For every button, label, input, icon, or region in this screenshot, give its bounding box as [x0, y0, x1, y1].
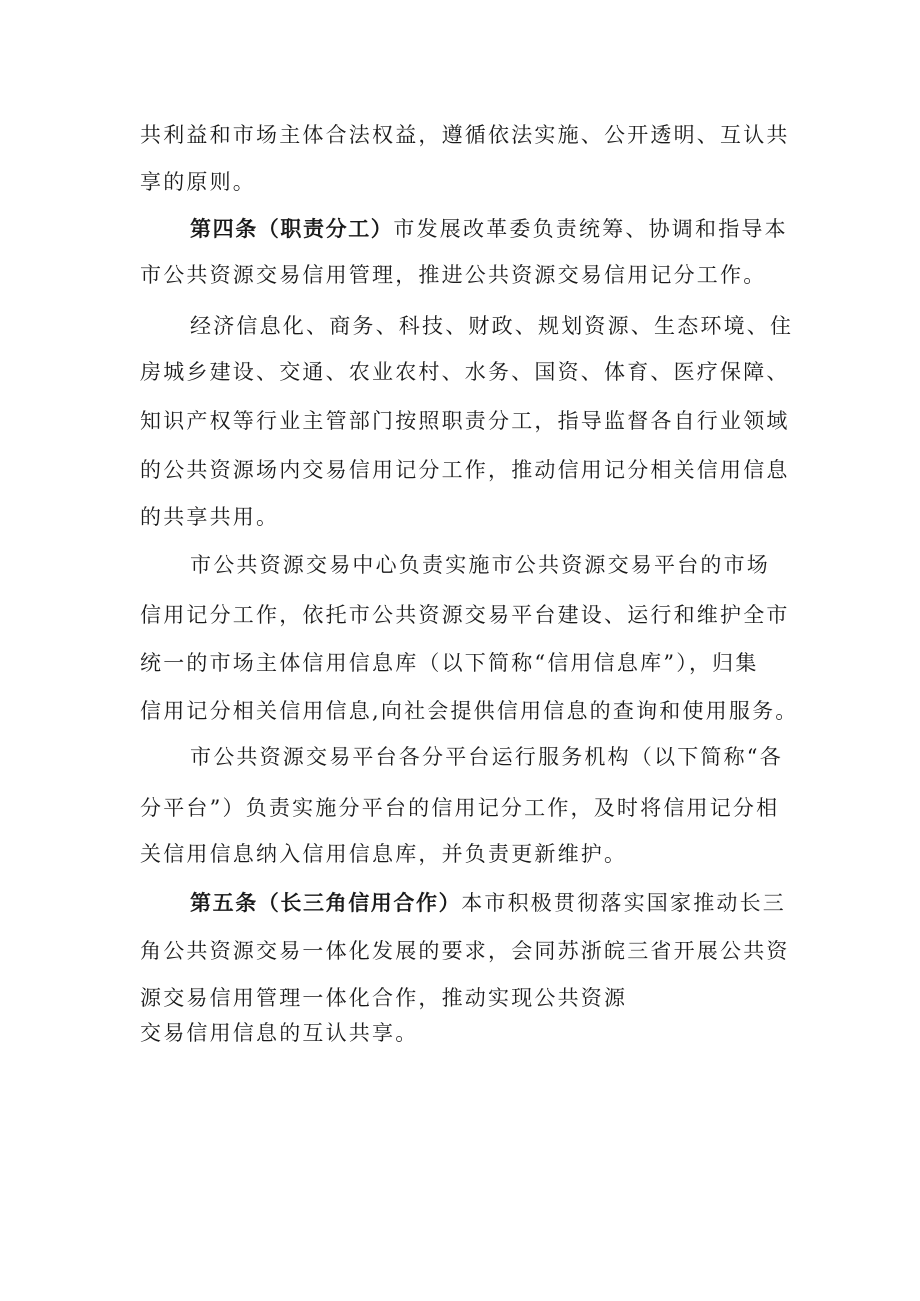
- paragraph-3-line-4: 的公共资源场内交易信用记分工作，推动信用记分相关信用信息: [140, 458, 790, 482]
- paragraph-3-line-3: 知识产权等行业主管部门按照职责分工，指导监督各自行业领域: [140, 409, 790, 433]
- paragraph-3-line-1: 经济信息化、商务、科技、财政、规划资源、生态环境、住: [190, 314, 794, 338]
- article-4-text: 市发展改革委负责统筹、协调和指导本: [393, 217, 788, 241]
- paragraph-1-line-1: 共利益和市场主体合法权益，遵循依法实施、公开透明、互认共: [140, 123, 790, 147]
- paragraph-5-line-2: 分平台”）负责实施分平台的信用记分工作，及时将信用记分相: [140, 796, 780, 820]
- paragraph-5-line-1: 市公共资源交易平台各分平台运行服务机构（以下简称“各: [190, 745, 783, 769]
- paragraph-4-line-2: 信用记分工作，依托市公共资源交易平台建设、运行和维护全市: [140, 603, 790, 627]
- article-5-line-3: 源交易信用管理一体化合作，推动实现公共资源: [140, 986, 628, 1010]
- paragraph-5-line-3: 关信用信息纳入信用信息库，并负责更新维护。: [140, 842, 628, 866]
- article-5-line-2: 角公共资源交易一体化发展的要求，会同苏浙皖三省开展公共资: [140, 939, 790, 963]
- article-5-line-4: 交易信用信息的互认共享。: [140, 1021, 419, 1045]
- paragraph-3-line-2: 房城乡建设、交通、农业农村、水务、国资、体育、医疗保障、: [140, 360, 790, 384]
- article-4-line-1: [190, 214, 788, 244]
- paragraph-4-line-4: 信用记分相关信用信息,向社会提供信用信息的查询和使用服务。: [140, 699, 799, 723]
- article-4-line-2: 市公共资源交易信用管理，推进公共资源交易信用记分工作。: [140, 263, 767, 287]
- paragraph-1-line-2: 享的原则。: [140, 170, 256, 194]
- paragraph-4-line-3: 统一的市场主体信用信息库（以下简称“信用信息库”），归集: [140, 651, 759, 675]
- article-4-heading: 第四条（职责分工）: [190, 217, 394, 241]
- article-5-line-1: [190, 888, 786, 918]
- article-5-text: 本市积极贯彻落实国家推动长三: [461, 891, 787, 915]
- paragraph-3-line-5: 的共享共用。: [140, 505, 280, 529]
- article-5-heading: 第五条（长三角信用合作）: [190, 891, 462, 915]
- paragraph-4-line-1: 市公共资源交易中心负责实施市公共资源交易平台的市场: [190, 553, 770, 577]
